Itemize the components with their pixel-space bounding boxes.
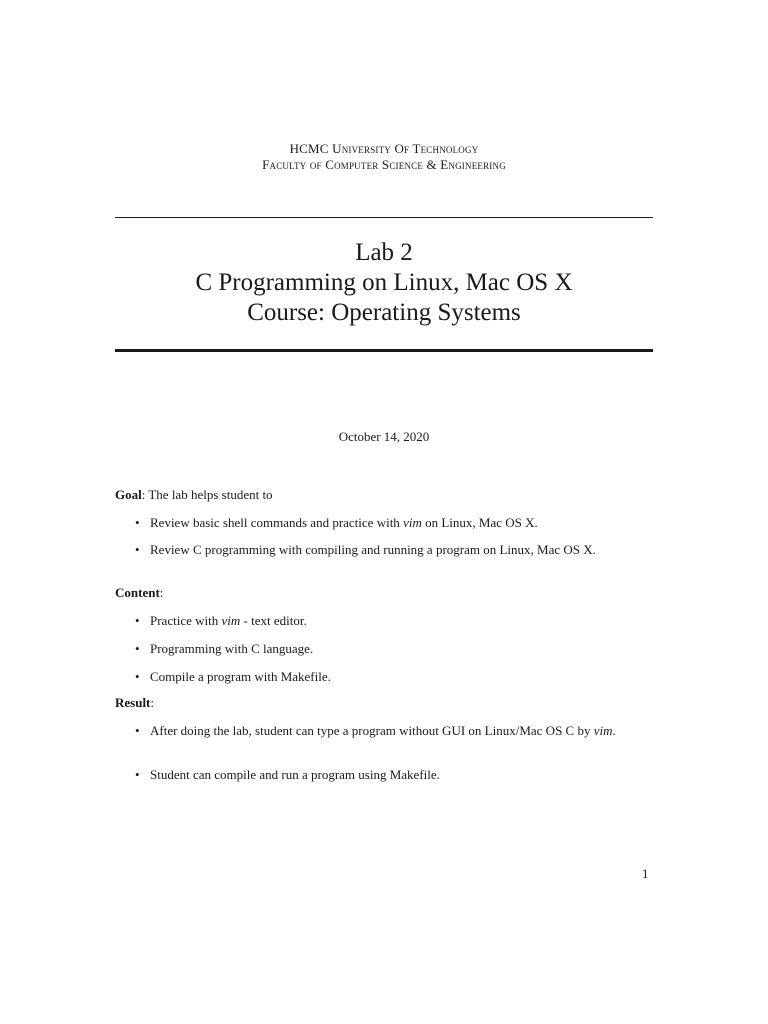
bullet-icon: • <box>135 542 140 557</box>
result-item <box>135 722 655 739</box>
lab-subtitle: C Programming on Linux, Mac OS X <box>195 269 573 296</box>
content-item-text: Programming with C language. <box>150 641 314 656</box>
content-heading <box>115 585 163 601</box>
content-item <box>135 668 655 685</box>
goal-item <box>135 541 655 558</box>
result-item-text: Student can compile and run a program using Makefile. <box>150 767 440 782</box>
content-intro: : <box>159 585 164 600</box>
document-date: October 14, 2020 <box>338 429 430 444</box>
result-item-text: After doing the lab, student can type a program without GUI on Linux/Mac OS C by vim. <box>150 723 616 738</box>
content-item-text: Practice with vim - text editor. <box>150 613 307 628</box>
faculty-name: Faculty of Computer Science & Engineering <box>262 157 506 172</box>
goal-label: Goal <box>115 487 142 502</box>
page-number: 1 <box>642 866 649 881</box>
course-title: Course: Operating Systems <box>247 299 521 326</box>
university-name: HCMC University Of Technology <box>289 141 479 156</box>
result-intro: : <box>150 695 155 710</box>
content-label: Content <box>115 585 160 600</box>
bullet-icon: • <box>135 723 140 738</box>
result-heading <box>115 695 154 711</box>
bullet-icon: • <box>135 767 140 782</box>
result-label: Result <box>115 695 151 710</box>
bullet-icon: • <box>135 515 140 530</box>
goal-heading <box>115 487 273 503</box>
bullet-icon: • <box>135 641 140 656</box>
goal-item-text: Review basic shell commands and practice with vim on Linux, Mac OS X. <box>150 515 538 530</box>
goal-item-text: Review C programming with compiling and running a program on Linux, Mac OS X. <box>150 542 596 557</box>
bullet-icon: • <box>135 669 140 684</box>
goal-intro: : The lab helps student to <box>141 487 273 502</box>
lab-title: Lab 2 <box>355 239 413 266</box>
title-rule-top <box>115 217 653 218</box>
content-item-text: Compile a program with Makefile. <box>150 669 331 684</box>
content-item <box>135 612 655 629</box>
goal-item <box>135 514 655 531</box>
content-item <box>135 640 655 657</box>
title-rule-bottom <box>115 349 653 352</box>
bullet-icon: • <box>135 613 140 628</box>
result-item <box>135 766 655 783</box>
